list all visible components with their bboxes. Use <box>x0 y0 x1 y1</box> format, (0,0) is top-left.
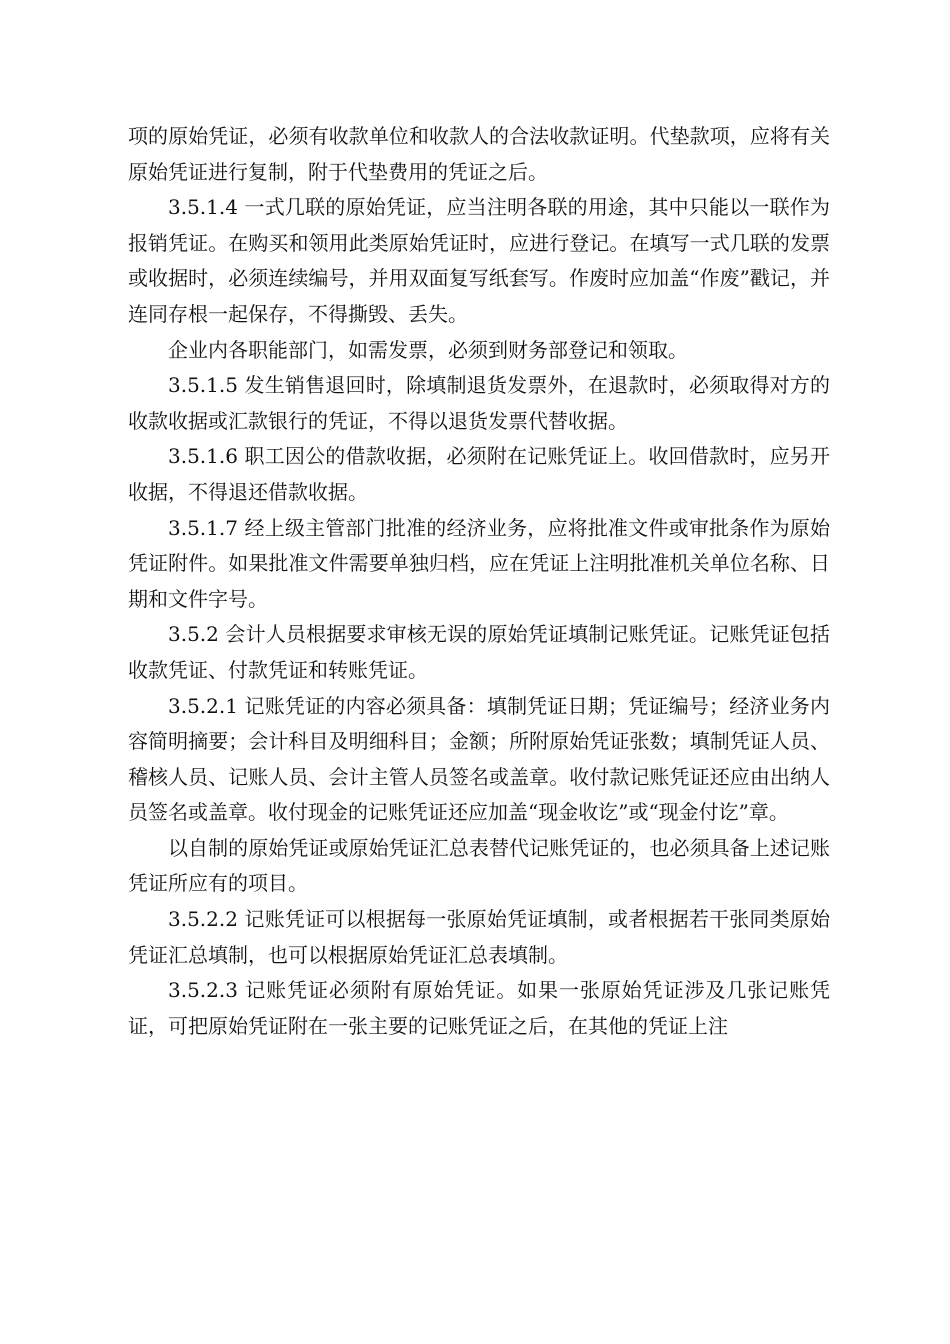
paragraph-3-5-1-7: 3.5.1.7 经上级主管部门批准的经济业务，应将批准文件或审批条作为原始凭证附件。如果批准文件需要单独归档，应在凭证上注明批准机关单位名称、日期和文件字号。 <box>128 515 830 611</box>
paragraph-invoice-departments: 企业内各职能部门，如需发票，必须到财务部登记和领取。 <box>168 337 688 362</box>
paragraph-3-5-2-2: 3.5.2.2 记账凭证可以根据每一张原始凭证填制，或者根据若干张同类原始凭证汇总填制，也可以根据原始凭证汇总表填制。 <box>128 907 830 967</box>
paragraph-3-5-1-6: 3.5.1.6 职工因公的借款收据，必须附在记账凭证上。收回借款时，应另开收据，不得退还借款收据。 <box>128 444 830 504</box>
paragraph-3-5-1-4: 3.5.1.4 一式几联的原始凭证，应当注明各联的用途，其中只能以一联作为报销凭证。在购买和领用此类原始凭证时，应进行登记。在填写一式几联的发票或收据时，必须连续编号，并用双面复写纸套写。作废时应加盖“作废”戳记，并连同存根一起保存，不得撕毁、丢失。 <box>128 195 830 326</box>
paragraph-3-5-2-1: 3.5.2.1 记账凭证的内容必须具备：填制凭证日期；凭证编号；经济业务内容简明摘要；会计科目及明细科目；金额；所附原始凭证张数；填制凭证人员、稽核人员、记账人员、会计主管人员签名或盖章。收付款记账凭证还应由出纳人员签名或盖章。收付现金的记账凭证还应加盖“现金收讫”或“现金付讫”章。 <box>128 693 830 825</box>
paragraph-3-5-2-3: 3.5.2.3 记账凭证必须附有原始凭证。如果一张原始凭证涉及几张记账凭证，可把原始凭证附在一张主要的记账凭证之后，在其他的凭证上注 <box>128 978 830 1038</box>
paragraph-self-made-vouchers: 以自制的原始凭证或原始凭证汇总表替代记账凭证的，也必须具备上述记账凭证所应有的项目。 <box>128 835 830 896</box>
paragraph-continued: 项的原始凭证，必须有收款单位和收款人的合法收款证明。代垫款项，应将有关原始凭证进行复制，附于代垫费用的凭证之后。 <box>128 124 830 184</box>
document-page <box>128 119 830 1044</box>
paragraph-3-5-1-5: 3.5.1.5 发生销售退回时，除填制退货发票外，在退款时，必须取得对方的收款收据或汇款银行的凭证，不得以退货发票代替收据。 <box>128 373 830 433</box>
paragraph-3-5-2: 3.5.2 会计人员根据要求审核无误的原始凭证填制记账凭证。记账凭证包括收款凭证、付款凭证和转账凭证。 <box>128 622 830 682</box>
